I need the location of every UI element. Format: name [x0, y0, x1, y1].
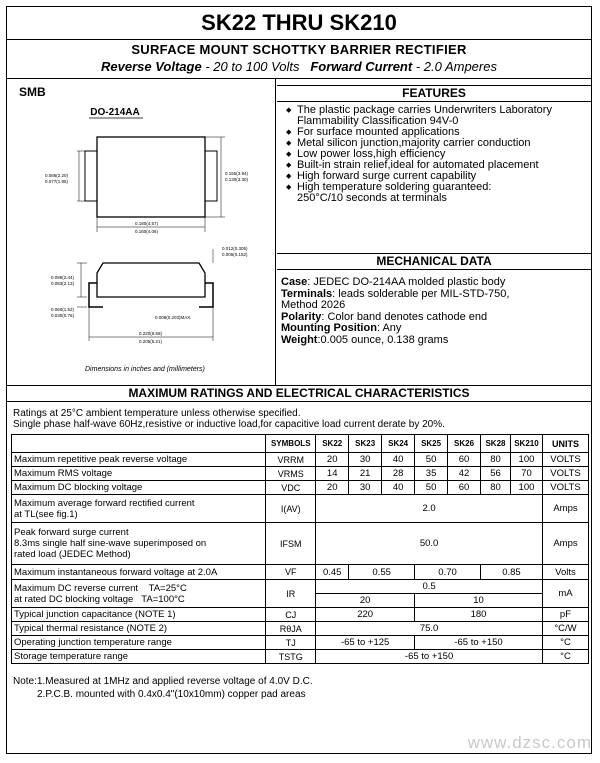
- table-header: UNITS: [542, 435, 588, 453]
- unit-cell: Amps: [542, 495, 588, 523]
- value-cell: 28: [382, 467, 415, 481]
- param-cell: [12, 523, 266, 565]
- polarity-label: Polarity: [281, 310, 322, 323]
- list-item: ◆ High temperature soldering guaranteed:: [286, 182, 586, 193]
- footnote: 2.P.C.B. mounted with 0.4x0.4"(10x10mm) copper pad areas: [37, 689, 306, 700]
- terminals-value: : leads solderable per MIL-STD-750,: [332, 287, 510, 300]
- value-cell: 220: [316, 608, 415, 622]
- dimension-note: Dimensions in inches and (millimeters): [85, 366, 205, 373]
- param-cell: Maximum repetitive peak reverse voltage: [12, 453, 266, 467]
- unit-cell: Volts: [542, 565, 588, 580]
- package-drawing: [7, 97, 273, 367]
- case-label: Case: [281, 276, 308, 288]
- value-cell: 0.45: [316, 565, 349, 580]
- ratings-note-line: Ratings at 25°C ambient temperature unless otherwise specified.: [13, 408, 301, 419]
- list-item: ◆ Built-in strain relief,ideal for automated placement: [286, 160, 586, 171]
- table-row: [12, 523, 589, 565]
- package-top-view: [97, 137, 205, 217]
- value-cell: 21: [349, 467, 382, 481]
- value-cell: 20: [316, 481, 349, 495]
- svg-text:0.180(4.57): 0.180(4.57): [135, 221, 159, 226]
- unit-cell: VOLTS: [542, 453, 588, 467]
- param-line: 8.3ms single half sine-wave superimposed on: [14, 538, 207, 549]
- value-cell: -65 to +150: [415, 636, 543, 650]
- spec-line: [7, 59, 591, 74]
- symbol-cell: VRRM: [266, 453, 316, 467]
- value-cell: 75.0: [316, 622, 543, 636]
- param-line: at TL(see fig.1): [14, 508, 78, 520]
- svg-text:0.012(0.305): 0.012(0.305): [222, 246, 248, 251]
- value-cell: 0.70: [415, 565, 481, 580]
- param-cell: Typical thermal resistance (NOTE 2): [12, 622, 266, 636]
- table-header: SK23: [349, 435, 382, 453]
- ratings-heading: MAXIMUM RATINGS AND ELECTRICAL CHARACTERISTICS: [7, 385, 591, 402]
- param-line: [14, 594, 263, 605]
- svg-text:0.160(4.06): 0.160(4.06): [135, 229, 159, 234]
- symbol-cell: CJ: [266, 608, 316, 622]
- param-cell: [12, 580, 266, 608]
- weight-label: Weight: [281, 333, 318, 346]
- value-cell: 20: [316, 453, 349, 467]
- value-cell: 70: [510, 467, 542, 481]
- mounting-label: Mounting Position: [281, 322, 377, 335]
- weight-value: :0.005 ounce, 0.138 grams: [317, 333, 449, 346]
- symbol-cell: VDC: [266, 481, 316, 495]
- table-row: [12, 622, 589, 636]
- unit-cell: VOLTS: [542, 467, 588, 481]
- table-row: [12, 608, 589, 622]
- svg-text:0.006(0.152): 0.006(0.152): [222, 252, 248, 257]
- ratings-table: [11, 434, 589, 664]
- table-header: SK24: [382, 435, 415, 453]
- list-item: 250°C/10 seconds at terminals: [297, 192, 447, 204]
- value-cell: 80: [481, 481, 511, 495]
- value-cell: 2.0: [316, 495, 543, 523]
- symbol-cell: TSTG: [266, 650, 316, 664]
- divider: [275, 78, 276, 386]
- svg-text:0.060(1.52): 0.060(1.52): [51, 307, 75, 312]
- param-cell: Maximum DC blocking voltage: [12, 481, 266, 495]
- value-cell: 14: [316, 467, 349, 481]
- param-line: [14, 583, 263, 594]
- value-cell: 100: [510, 453, 542, 467]
- value-cell: 0.85: [481, 565, 543, 580]
- param-cell: [12, 495, 266, 523]
- value-cell: 20: [316, 594, 415, 608]
- unit-cell: °C/W: [542, 622, 588, 636]
- watermark: www.dzsc.com: [467, 733, 592, 752]
- param-line: Peak forward surge current: [14, 527, 129, 538]
- symbol-cell: VF: [266, 565, 316, 580]
- symbol-cell: I(AV): [266, 495, 316, 523]
- mounting-value: : Any: [376, 322, 402, 335]
- svg-text:0.096(2.44): 0.096(2.44): [51, 275, 75, 280]
- param-cell: Maximum instantaneous forward voltage at 2.0A: [12, 565, 266, 580]
- package-code: DO-214AA: [90, 107, 140, 118]
- forward-current-label: Forward Current: [310, 59, 413, 74]
- table-header: SK25: [415, 435, 448, 453]
- param-condition: TA=25°C: [148, 582, 187, 594]
- table-header: SK210: [510, 435, 542, 453]
- svg-text:0.155(3.94): 0.155(3.94): [225, 171, 249, 176]
- value-cell: 56: [481, 467, 511, 481]
- value-cell: 30: [349, 481, 382, 495]
- terminals-label: Terminals: [281, 287, 333, 300]
- divider: [7, 78, 591, 79]
- value-cell: 100: [510, 481, 542, 495]
- table-header: SK28: [481, 435, 511, 453]
- value-cell: 30: [349, 453, 382, 467]
- param-cell: Maximum RMS voltage: [12, 467, 266, 481]
- terminals-value-cont: Method 2026: [281, 299, 346, 312]
- list-item: ◆ For surface mounted applications: [286, 127, 586, 138]
- value-cell: 60: [448, 481, 481, 495]
- mechanical-heading: MECHANICAL DATA: [277, 253, 591, 270]
- value-cell: 35: [415, 467, 448, 481]
- table-row: [12, 580, 589, 594]
- symbol-cell: VRMS: [266, 467, 316, 481]
- table-row: [12, 650, 589, 664]
- param-line: rated load (JEDEC Method): [14, 549, 131, 560]
- param-cell: Storage temperature range: [12, 650, 266, 664]
- param-cell: Operating junction temperature range: [12, 636, 266, 650]
- polarity-value: : Color band denotes cathode end: [321, 310, 488, 323]
- svg-text:0.086(2.20): 0.086(2.20): [45, 173, 69, 178]
- param-line: Maximum average forward rectified current: [14, 497, 195, 509]
- value-cell: -65 to +150: [316, 650, 543, 664]
- svg-text:0.220(5.59): 0.220(5.59): [139, 331, 163, 336]
- page-title: SK22 THRU SK210: [7, 7, 591, 40]
- symbol-cell: RθJA: [266, 622, 316, 636]
- svg-text:0.205(5.21): 0.205(5.21): [139, 339, 163, 344]
- package-name: SMB: [19, 85, 46, 99]
- table-row: [12, 495, 589, 523]
- unit-cell: °C: [542, 650, 588, 664]
- symbol-cell: IR: [266, 580, 316, 608]
- value-cell: 180: [415, 608, 543, 622]
- param-cell: Typical junction capacitance (NOTE 1): [12, 608, 266, 622]
- value-cell: 42: [448, 467, 481, 481]
- value-cell: 50.0: [316, 523, 543, 565]
- list-item: ◆ Metal silicon junction,majority carrier conduction: [286, 138, 586, 149]
- footnotes: [13, 675, 313, 701]
- unit-cell: Amps: [542, 523, 588, 565]
- reverse-voltage-value: - 20 to 100 Volts: [201, 59, 300, 74]
- table-row: [12, 467, 589, 481]
- value-cell: 40: [382, 481, 415, 495]
- list-item: ◆ The plastic package carries Underwriters Laboratory: [286, 105, 586, 116]
- svg-text:0.083(2.13): 0.083(2.13): [51, 281, 75, 286]
- svg-text:0.030(0.76): 0.030(0.76): [51, 313, 75, 318]
- list-item: ◆ Low power loss,high efficiency: [286, 149, 586, 160]
- features-heading: FEATURES: [277, 85, 591, 102]
- svg-text:0.130(3.30): 0.130(3.30): [225, 177, 249, 182]
- unit-cell: mA: [542, 580, 588, 608]
- mechanical-data: [281, 277, 581, 347]
- unit-cell: °C: [542, 636, 588, 650]
- ratings-note-line: Single phase half-wave 60Hz,resistive or inductive load,for capacitive load current derate by 20%.: [13, 419, 445, 430]
- list-item: ◆ High forward surge current capability: [286, 171, 586, 182]
- svg-text:0.008(0.203)MAX.: 0.008(0.203)MAX.: [155, 315, 192, 320]
- table-header: SK22: [316, 435, 349, 453]
- table-header: SYMBOLS: [266, 435, 316, 453]
- table-header-row: [12, 435, 589, 453]
- datasheet-page: [6, 6, 592, 754]
- package-side-view: [97, 263, 205, 297]
- list-item: Flammability Classification 94V-0: [297, 115, 459, 127]
- table-row: [12, 453, 589, 467]
- table-header: [12, 435, 266, 453]
- table-row: [12, 565, 589, 580]
- table-header: SK26: [448, 435, 481, 453]
- reverse-voltage-label: Reverse Voltage: [101, 59, 202, 74]
- features-list: [286, 105, 586, 204]
- ratings-note: [13, 408, 445, 430]
- param-text: Maximum DC reverse current: [14, 582, 139, 594]
- symbol-cell: TJ: [266, 636, 316, 650]
- param-text: at rated DC blocking voltage: [14, 593, 134, 605]
- param-condition: TA=100°C: [141, 593, 185, 605]
- unit-cell: VOLTS: [542, 481, 588, 495]
- value-cell: 10: [415, 594, 543, 608]
- value-cell: 80: [481, 453, 511, 467]
- case-value: : JEDEC DO-214AA molded plastic body: [307, 276, 506, 288]
- value-cell: 40: [382, 453, 415, 467]
- table-row: [12, 636, 589, 650]
- table-row: [12, 481, 589, 495]
- footnote: Note:1.Measured at 1MHz and applied reverse voltage of 4.0V D.C.: [13, 676, 313, 687]
- forward-current-value: - 2.0 Amperes: [412, 59, 497, 74]
- subtitle: SURFACE MOUNT SCHOTTKY BARRIER RECTIFIER: [131, 42, 467, 57]
- value-cell: 50: [415, 481, 448, 495]
- value-cell: -65 to +125: [316, 636, 415, 650]
- svg-text:0.077(1.95): 0.077(1.95): [45, 179, 69, 184]
- unit-cell: pF: [542, 608, 588, 622]
- value-cell: 60: [448, 453, 481, 467]
- value-cell: 50: [415, 453, 448, 467]
- value-cell: 0.5: [316, 580, 543, 594]
- value-cell: 0.55: [349, 565, 415, 580]
- symbol-cell: IFSM: [266, 523, 316, 565]
